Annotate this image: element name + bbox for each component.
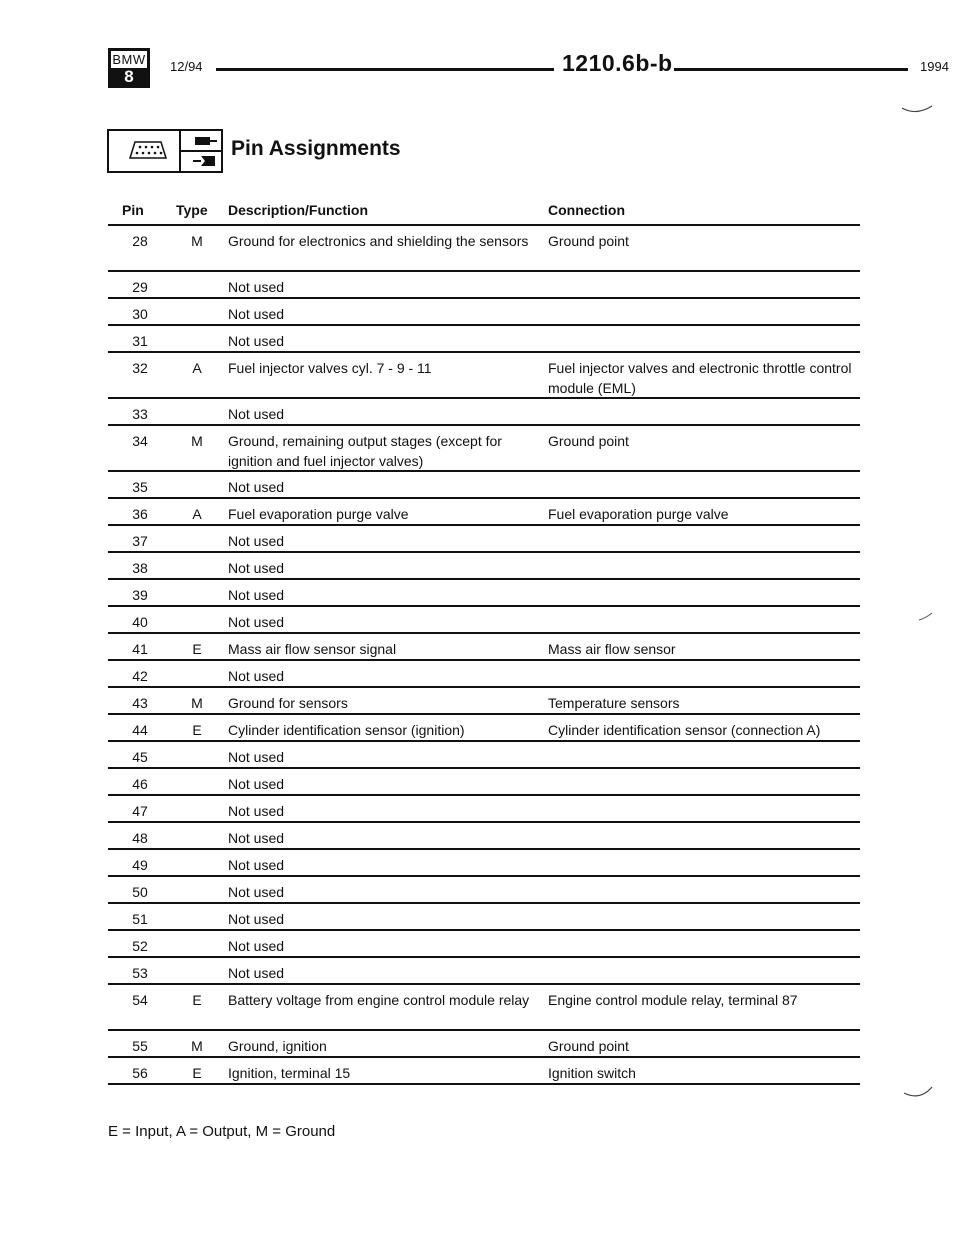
connection-cell: Ignition switch — [548, 1065, 636, 1081]
pin-cell: 45 — [132, 749, 148, 765]
description-cell: Not used — [228, 279, 285, 295]
pin-table — [108, 224, 860, 1085]
description-cell: Not used — [228, 306, 285, 322]
table-row — [108, 1056, 860, 1085]
pin-cell: 56 — [132, 1065, 148, 1081]
description-cell: Not used — [228, 668, 285, 684]
icon-divider-horizontal — [181, 150, 221, 152]
connection-cell: Cylinder identification sensor (connection A) — [548, 722, 821, 738]
table-row — [108, 497, 860, 524]
type-cell: A — [192, 506, 202, 522]
margin-mark — [902, 1085, 934, 1103]
description-cell: Not used — [228, 776, 285, 792]
pin-cell: 28 — [132, 233, 148, 249]
type-cell: A — [192, 360, 202, 376]
type-cell: E — [192, 722, 202, 738]
connection-cell: Mass air flow sensor — [548, 641, 676, 657]
type-cell: E — [192, 641, 202, 657]
header-rule-left — [216, 68, 554, 71]
table-row — [108, 875, 860, 902]
type-cell: M — [191, 233, 203, 249]
page-header — [108, 48, 949, 92]
pin-cell: 52 — [132, 938, 148, 954]
description-cell: Not used — [228, 333, 285, 349]
pin-cell: 55 — [132, 1038, 148, 1054]
pin-cell: 38 — [132, 560, 148, 576]
table-row — [108, 224, 860, 270]
description-cell: Ground for electronics and shielding the sensors — [228, 233, 529, 249]
legend: E = Input, A = Output, M = Ground — [108, 1123, 336, 1140]
header-pin: Pin — [122, 202, 144, 218]
pin-cell: 32 — [132, 360, 148, 376]
table-row — [108, 351, 860, 397]
type-cell: M — [191, 695, 203, 711]
document-code: 1210.6b-b — [562, 50, 673, 76]
table-row — [108, 767, 860, 794]
description-cell: Not used — [228, 911, 285, 927]
description-cell: Ground, remaining output stages (except for ignition and fuel injector valves) — [228, 433, 502, 469]
pin-cell: 29 — [132, 279, 148, 295]
table-row — [108, 605, 860, 632]
header-connection: Connection — [548, 202, 625, 218]
table-row — [108, 632, 860, 659]
connection-cell: Fuel injector valves and electronic throttle control module (EML) — [548, 360, 852, 396]
plug-icon — [195, 136, 217, 146]
description-cell: Not used — [228, 938, 285, 954]
connection-cell: Engine control module relay, terminal 87 — [548, 992, 798, 1008]
type-cell: M — [191, 1038, 203, 1054]
table-row — [108, 270, 860, 297]
margin-mark — [900, 104, 934, 118]
table-row — [108, 324, 860, 351]
table-row — [108, 1029, 860, 1056]
description-cell: Not used — [228, 749, 285, 765]
table-row — [108, 740, 860, 767]
pin-cell: 54 — [132, 992, 148, 1008]
table-row — [108, 470, 860, 497]
pin-cell: 47 — [132, 803, 148, 819]
pin-cell: 51 — [132, 911, 148, 927]
connector-icon — [129, 141, 167, 159]
pin-cell: 34 — [132, 433, 148, 449]
connection-cell: Ground point — [548, 233, 629, 249]
header-date: 12/94 — [170, 59, 203, 74]
table-row — [108, 956, 860, 983]
description-cell: Not used — [228, 560, 285, 576]
type-cell: E — [192, 992, 202, 1008]
description-cell: Not used — [228, 965, 285, 981]
pin-cell: 43 — [132, 695, 148, 711]
description-cell: Not used — [228, 830, 285, 846]
pin-cell: 46 — [132, 776, 148, 792]
pin-cell: 41 — [132, 641, 148, 657]
description-cell: Not used — [228, 533, 285, 549]
description-cell: Ground, ignition — [228, 1038, 327, 1054]
pin-cell: 50 — [132, 884, 148, 900]
table-row — [108, 424, 860, 470]
pin-cell: 49 — [132, 857, 148, 873]
header-year: 1994 — [920, 59, 949, 74]
description-cell: Not used — [228, 587, 285, 603]
header-description: Description/Function — [228, 202, 368, 218]
logo-bottom-text: 8 — [111, 68, 147, 85]
table-header — [108, 202, 860, 222]
margin-mark — [918, 612, 934, 622]
pin-cell: 35 — [132, 479, 148, 495]
pin-cell: 40 — [132, 614, 148, 630]
connection-cell: Temperature sensors — [548, 695, 680, 711]
description-cell: Battery voltage from engine control module relay — [228, 992, 530, 1008]
connection-cell: Ground point — [548, 1038, 629, 1054]
description-cell: Not used — [228, 614, 285, 630]
header-type: Type — [176, 202, 208, 218]
description-cell: Ground for sensors — [228, 695, 348, 711]
connection-cell: Fuel evaporation purge valve — [548, 506, 729, 522]
table-row — [108, 297, 860, 324]
logo-top-text: BMW — [112, 52, 146, 67]
description-cell: Not used — [228, 884, 285, 900]
socket-icon — [193, 155, 217, 167]
pin-cell: 42 — [132, 668, 148, 684]
table-row — [108, 821, 860, 848]
pin-cell: 31 — [132, 333, 148, 349]
table-row — [108, 902, 860, 929]
table-row — [108, 929, 860, 956]
table-row — [108, 659, 860, 686]
table-row — [108, 551, 860, 578]
header-rule-right — [674, 68, 908, 71]
table-row — [108, 397, 860, 424]
table-row — [108, 848, 860, 875]
pin-cell: 53 — [132, 965, 148, 981]
pin-cell: 48 — [132, 830, 148, 846]
pin-cell: 39 — [132, 587, 148, 603]
pin-cell: 44 — [132, 722, 148, 738]
table-row — [108, 686, 860, 713]
description-cell: Mass air flow sensor signal — [228, 641, 397, 657]
description-cell: Cylinder identification sensor (ignition) — [228, 722, 465, 738]
description-cell: Not used — [228, 803, 285, 819]
table-row — [108, 524, 860, 551]
description-cell: Fuel evaporation purge valve — [228, 506, 409, 522]
pin-cell: 33 — [132, 406, 148, 422]
description-cell: Not used — [228, 406, 285, 422]
description-cell: Not used — [228, 479, 285, 495]
section-icon-box — [107, 129, 223, 173]
type-cell: E — [192, 1065, 202, 1081]
connection-cell: Ground point — [548, 433, 629, 449]
table-row — [108, 713, 860, 740]
table-row — [108, 983, 860, 1029]
section-title: Pin Assignments — [231, 137, 401, 160]
description-cell: Ignition, terminal 15 — [228, 1065, 351, 1081]
type-cell: M — [191, 433, 203, 449]
pin-cell: 37 — [132, 533, 148, 549]
bmw-logo — [108, 48, 150, 88]
description-cell: Fuel injector valves cyl. 7 - 9 - 11 — [228, 360, 432, 376]
table-row — [108, 578, 860, 605]
pin-cell: 36 — [132, 506, 148, 522]
pin-cell: 30 — [132, 306, 148, 322]
table-row — [108, 794, 860, 821]
description-cell: Not used — [228, 857, 285, 873]
